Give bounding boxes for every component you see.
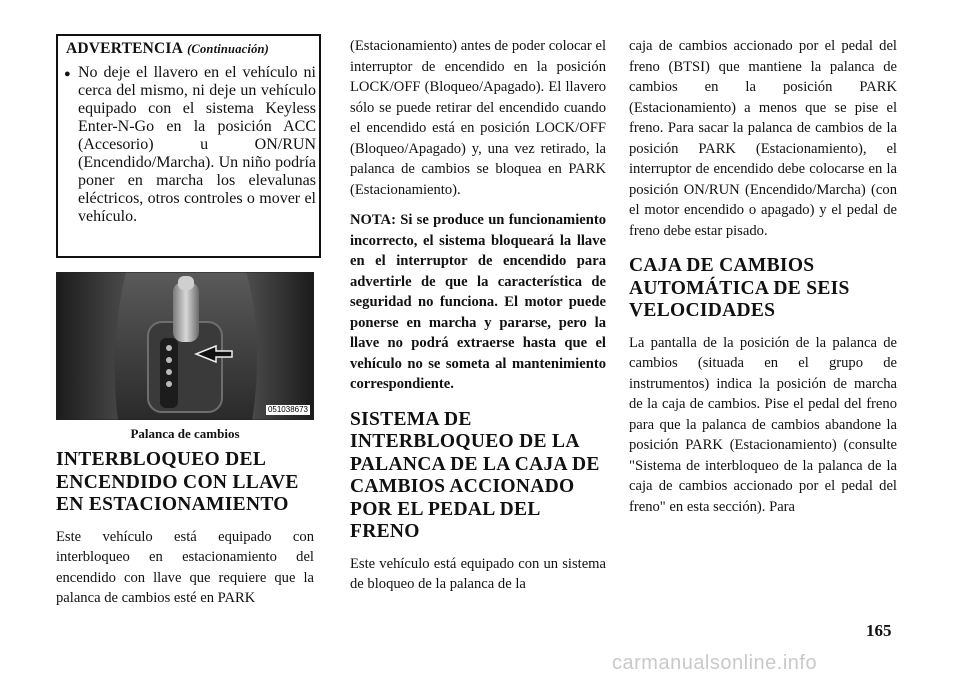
warning-item (64, 64, 316, 226)
paragraph: La pantalla de la posición de la palanca de cambios (situada en el grupo de instrumentos) indica la posición de marcha de la caja de cambios. Pise el pedal del freno para que la palanca de cambios abandone la posición PARK (Estacionamiento) (consulte "Sistema de interbloqueo de la palanca de la caja de cambios accionado por el pedal del freno" en esta sección). Para (629, 334, 897, 515)
bullet-icon: ● (64, 68, 71, 80)
gear-shift-photo (56, 272, 314, 420)
note: NOTA: Si se produce un funcionamiento incorrecto, el sistema bloqueará la llave en el interruptor de encendido para advertirle de que la característica de seguridad no funciona. El motor puede ponerse en marcha y pararse, pero la llave no podrá extraerse hasta que el vehículo no se someta al mantenimiento correspondiente. (350, 212, 606, 392)
column-2 (350, 36, 606, 605)
section-heading: INTERBLOQUEO DEL ENCENDIDO CON LLAVE EN ESTACIONAMIENTO (56, 449, 299, 515)
gear-shift-illustration (56, 272, 314, 420)
column-3 (629, 36, 897, 527)
paragraph: Este vehículo está equipado con interbloqueo en estacionamiento del encendido con llave que requiere que la palanca de cambios esté en PARK (56, 528, 314, 606)
warning-box (56, 34, 321, 258)
paragraph: Este vehículo está equipado con un sistema de bloqueo de la palanca de la (350, 555, 606, 592)
paragraph: (Estacionamiento) antes de poder colocar el interruptor de encendido en la posición LOCK/OFF (Bloqueo/Apagado). El llavero sólo se puede retirar del encendido cuando el encendido está en posición LOCK/OFF (Bloqueo/Apagado) y, una vez retirado, la palanca de cambios se bloquea en PARK (Estacionamiento). (350, 38, 606, 198)
figure-caption: Palanca de cambios (130, 426, 240, 441)
section-heading: SISTEMA DE INTERBLOQUEO DE LA PALANCA DE LA CAJA DE CAMBIOS ACCIONADO POR EL PEDAL DEL FRENO (350, 408, 600, 542)
figure-code: 051038673 (267, 405, 308, 414)
paragraph: caja de cambios accionado por el pedal del freno (BTSI) que mantiene la palanca de cambios en la posición PARK (Estacionamiento) a menos que se pise el freno. Para sacar la palanca de cambios de la posición PARK (Estacionamiento), el interruptor de encendido debe colocarse en la posición ON/RUN (Encendido/Marcha) (con el motor encendido o apagado) y el pedal de freno debe estar pisado. (629, 38, 897, 239)
page-number: 165 (866, 621, 892, 640)
warning-title (66, 40, 316, 58)
warning-item-text: No deje el llavero en el vehículo ni cerca del mismo, ni deje un vehículo equipado con el sistema Keyless Enter-N-Go en la posición ACC (Accesorio) u ON/RUN (Encendido/Marcha). Un niño podría poner en marcha los elevalunas eléctricos, otros controles o mover el vehículo. (78, 64, 316, 225)
section-heading: CAJA DE CAMBIOS AUTOMÁTICA DE SEIS VELOCIDADES (629, 255, 850, 321)
warning-label: ADVERTENCIA (66, 40, 184, 57)
warning-continuation: (Continuación) (187, 42, 270, 56)
watermark: carmanualsonline.info (612, 652, 818, 674)
section-park-interlock (56, 449, 314, 619)
